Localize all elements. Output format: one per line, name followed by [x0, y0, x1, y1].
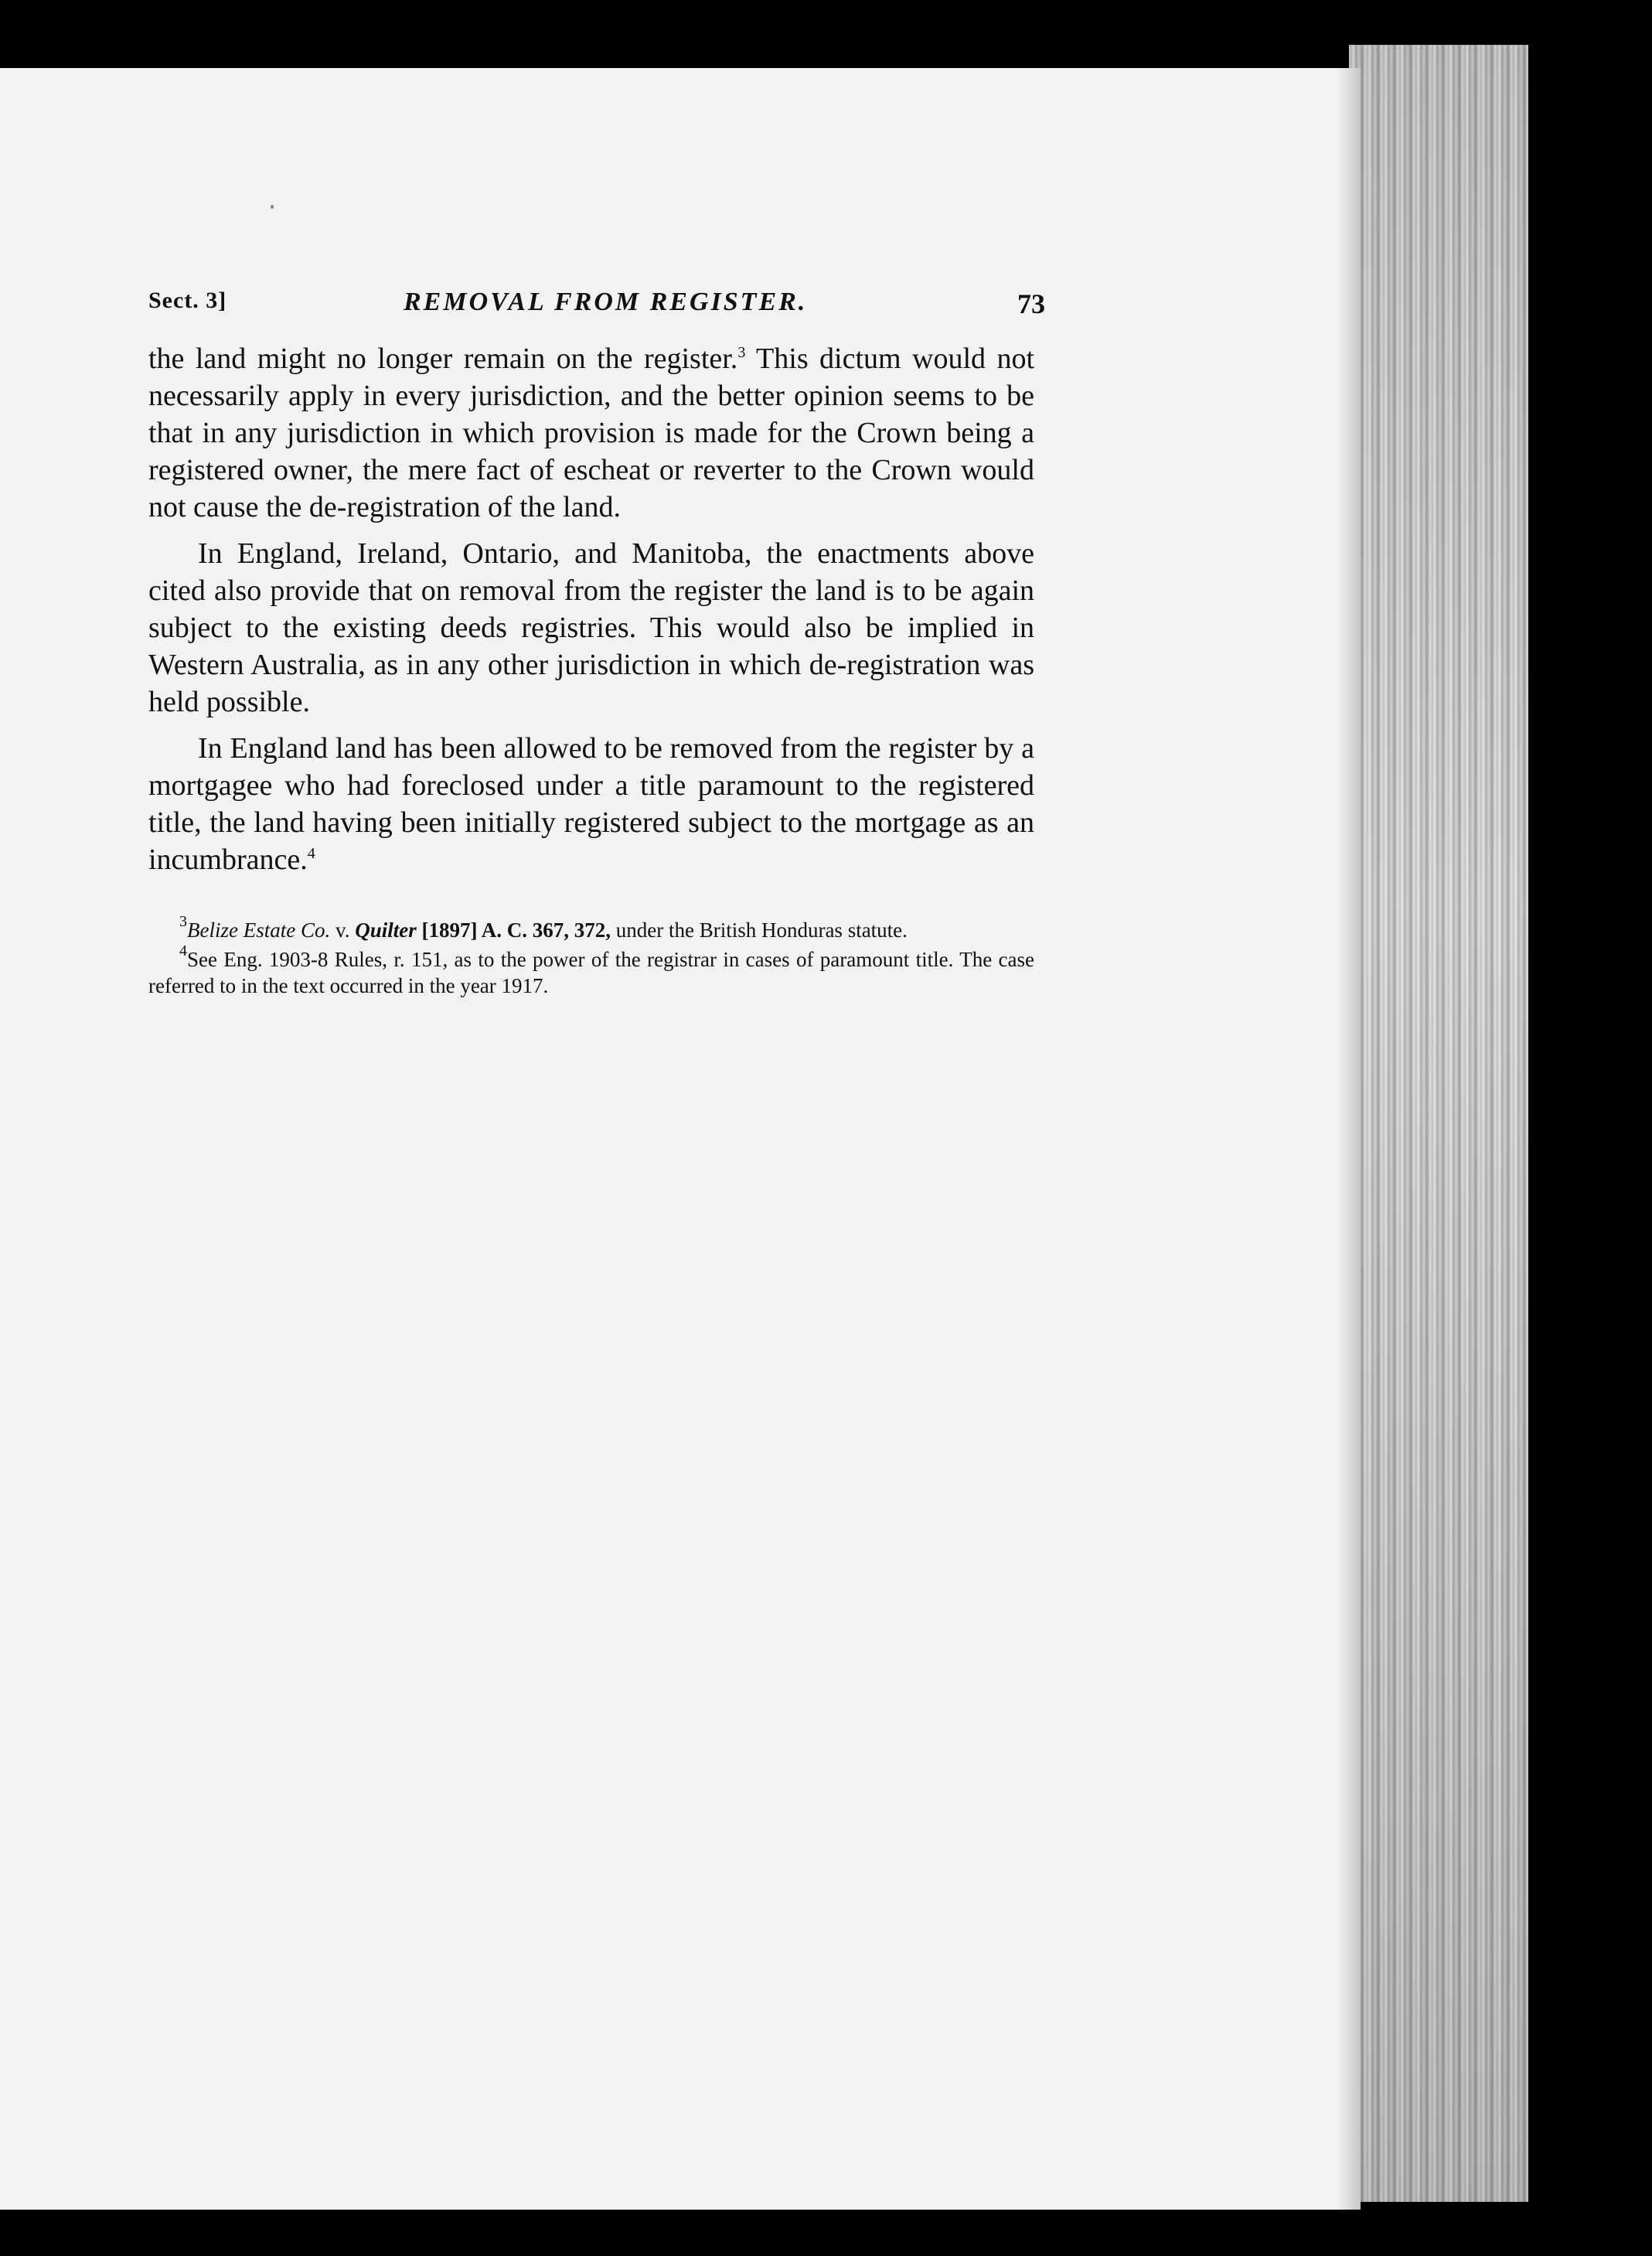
paragraph-3 [148, 730, 1034, 878]
paragraph-1-rest: This dictum would not necessarily apply in every jurisdiction, and the better opinion seems to be that in any jurisdiction in which provision is made for the Crown being a registered owner, the mere fact of escheat or reverter to the Crown would not cause the de-registration of the land. [148, 342, 1034, 523]
case-name: Belize Estate Co. [187, 918, 331, 942]
page-gutter-shadow [1337, 68, 1361, 2210]
footnote-text: under the British Honduras statute. [610, 918, 908, 942]
paragraph-2: In England, Ireland, Ontario, and Manitoba, the enactments above cited also provide that on removal from the register the land is to be again subject to the existing deeds registries. This would also be implied in Western Australia, as in any other jurisdiction in which de-registration was held possible. [148, 537, 1034, 718]
footnote-text: See Eng. 1903-8 Rules, r. 151, as to the power of the registrar in cases of paramount title. The case referred to in the text occurred in the year 1917. [148, 948, 1034, 997]
footnote-3 [148, 913, 1034, 943]
paragraph-3-text: In England land has been allowed to be removed from the register by a mortgagee who had foreclosed under a title paramount to the registered title, the land having been initially registered subject to the mortgage as an incumbrance. [148, 732, 1034, 876]
scan-speck [271, 205, 274, 209]
book-page-edges [1349, 45, 1528, 2202]
versus: v. [330, 918, 356, 942]
running-head [148, 288, 1045, 328]
footnote-ref-4[interactable]: 4 [307, 845, 315, 862]
footnote-mark: 4 [179, 942, 187, 959]
citation: [1897] A. C. 367, 372, [416, 918, 611, 942]
paragraph-1-text: the land might no longer remain on the register. [148, 342, 738, 375]
section-reference: Sect. 3] [148, 288, 227, 313]
footnote-mark: 3 [179, 913, 187, 930]
running-title: REMOVAL FROM REGISTER. [404, 288, 808, 316]
case-name: Quilter [355, 918, 417, 942]
page-number: 73 [1017, 288, 1045, 319]
paragraph-1 [148, 340, 1034, 526]
footnotes [148, 913, 1034, 999]
body-text [148, 340, 1034, 878]
footnote-4 [148, 942, 1034, 999]
footnote-ref-3[interactable]: 3 [737, 344, 746, 361]
